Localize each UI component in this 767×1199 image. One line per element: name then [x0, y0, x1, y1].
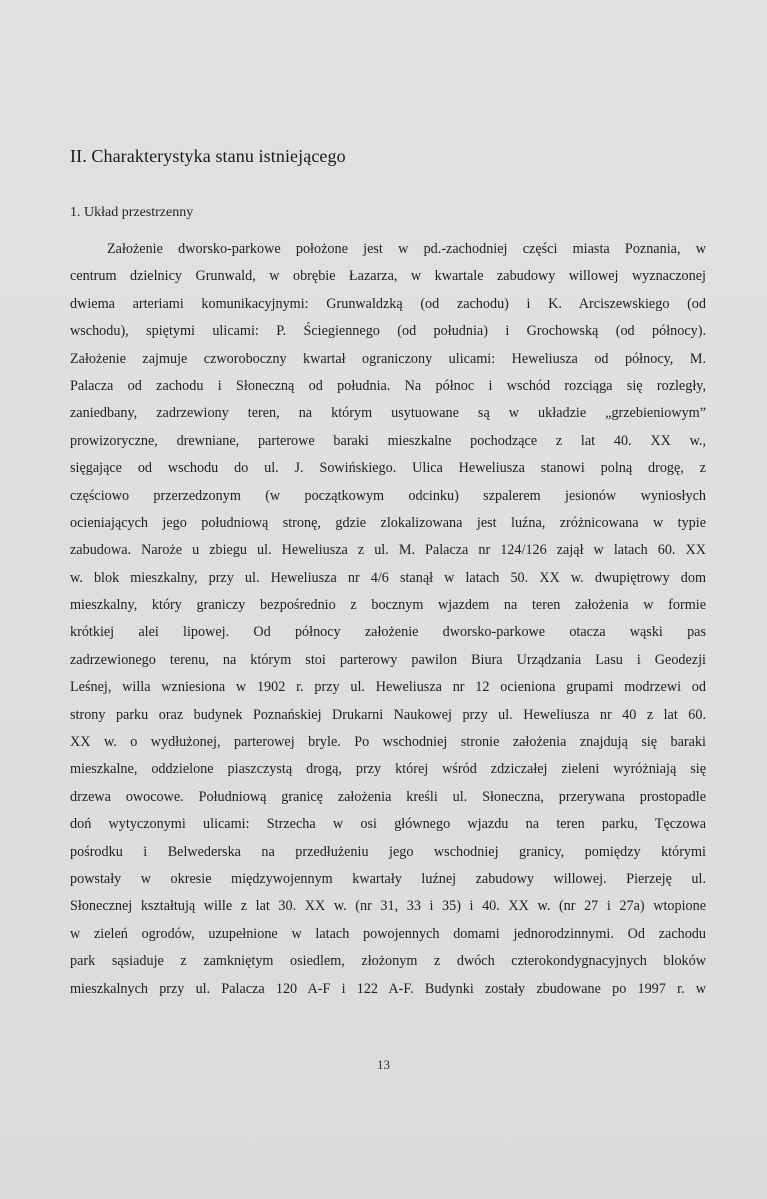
text-line: w zieleń ogrodów, uzupełnione w latach powojennych domami jednorodzinnymi. Od zachodu — [70, 925, 706, 942]
text-line: Palacza od zachodu i Słoneczną od południa. Na północ i wschód rozciąga się rozległy, — [70, 377, 706, 394]
text-line: mieszkalnych przy ul. Palacza 120 A-F i 122 A-F. Budynki zostały zbudowane po 1997 r. w — [70, 980, 706, 997]
body-text — [70, 236, 706, 1003]
text-line: zadrzewionego terenu, na którym stoi parterowy pawilon Biura Urządzania Lasu i Geodezji — [70, 651, 706, 668]
text-line: sięgające od wschodu do ul. J. Sowińskiego. Ulica Heweliusza stanowi polną drogę, z — [70, 460, 706, 477]
text-line: dwiema arteriami komunikacyjnymi: Grunwaldzką (od zachodu) i K. Arciszewskiego (od — [70, 295, 706, 312]
text-line: park sąsiaduje z zamkniętym osiedlem, złożonym z dwóch czterokondygnacyjnych bloków — [70, 953, 706, 970]
chapter-heading: II. Charakterystyka stanu istniejącego — [70, 146, 346, 166]
text-line: centrum dzielnicy Grunwald, w obrębie Łazarza, w kwartale zabudowy willowej wyznaczonej — [70, 268, 706, 285]
text-line: prowizoryczne, drewniane, parterowe baraki mieszkalne pochodzące z lat 40. XX w., — [70, 432, 706, 449]
text-line: krótkiej alei lipowej. Od północy założenie dworsko-parkowe otacza wąski pas — [70, 624, 706, 641]
text-line: zabudowa. Naroże u zbiegu ul. Heweliusza z ul. M. Palacza nr 124/126 zajął w latach 60. XX — [70, 542, 706, 559]
text-line: Założenie zajmuje czworoboczny kwartał ograniczony ulicami: Heweliusza od północy, M. — [70, 350, 706, 367]
text-line: drzewa owocowe. Południową granicę założenia kreśli ul. Słoneczna, przerywana prostopadle — [70, 788, 706, 805]
text-line: częściowo przerzedzonym (w początkowym odcinku) szpalerem jesionów wyniosłych — [70, 487, 706, 504]
text-line: w. blok mieszkalny, przy ul. Heweliusza nr 4/6 stanął w latach 50. XX w. dwupiętrowy dom — [70, 569, 706, 586]
text-line: XX w. o wydłużonej, parterowej bryle. Po wschodniej stronie założenia znajdują się baraki — [70, 734, 706, 751]
text-line: Słonecznej kształtują wille z lat 30. XX w. (nr 31, 33 i 35) i 40. XX w. (nr 27 i 27a) wtopione — [70, 898, 706, 915]
text-line: wschodu), spiętymi ulicami: P. Ściegiennego (od południa) i Grochowską (od północy). — [70, 323, 706, 340]
text-line: doń wytyczonymi ulicami: Strzecha w osi głównego wjazdu na teren parku, Tęczowa — [70, 816, 706, 833]
text-line: zaniedbany, zadrzewiony teren, na którym usytuowane są w układzie „grzebieniowym” — [70, 405, 706, 422]
text-line: strony parku oraz budynek Poznańskiej Drukarni Naukowej przy ul. Heweliusza nr 40 z lat 60. — [70, 706, 706, 723]
text-line: powstały w okresie międzywojennym kwartały luźnej zabudowy willowej. Pierzeję ul. — [70, 870, 706, 887]
page-number: 13 — [377, 1057, 390, 1072]
text-line: mieszkalne, oddzielone piaszczystą drogą, przy której wśród zdziczałej zieleni wyróżniają się — [70, 761, 706, 778]
text-line: ocieniających jego południową stronę, gdzie zlokalizowana jest luźna, zróżnicowana w typie — [70, 514, 706, 531]
text-line: pośrodku i Belwederska na przedłużeniu jego wschodniej granicy, pomiędzy którymi — [70, 843, 706, 860]
text-line: mieszkalny, który graniczy bezpośrednio z bocznym wjazdem na teren założenia w formie — [70, 597, 706, 614]
text-line: Leśnej, willa wzniesiona w 1902 r. przy ul. Heweliusza nr 12 ocieniona grupami modrzewi od — [70, 679, 706, 696]
section-title: 1. Układ przestrzenny — [70, 205, 194, 220]
text-line: Założenie dworsko-parkowe położone jest w pd.-zachodniej części miasta Poznania, w — [107, 241, 706, 257]
